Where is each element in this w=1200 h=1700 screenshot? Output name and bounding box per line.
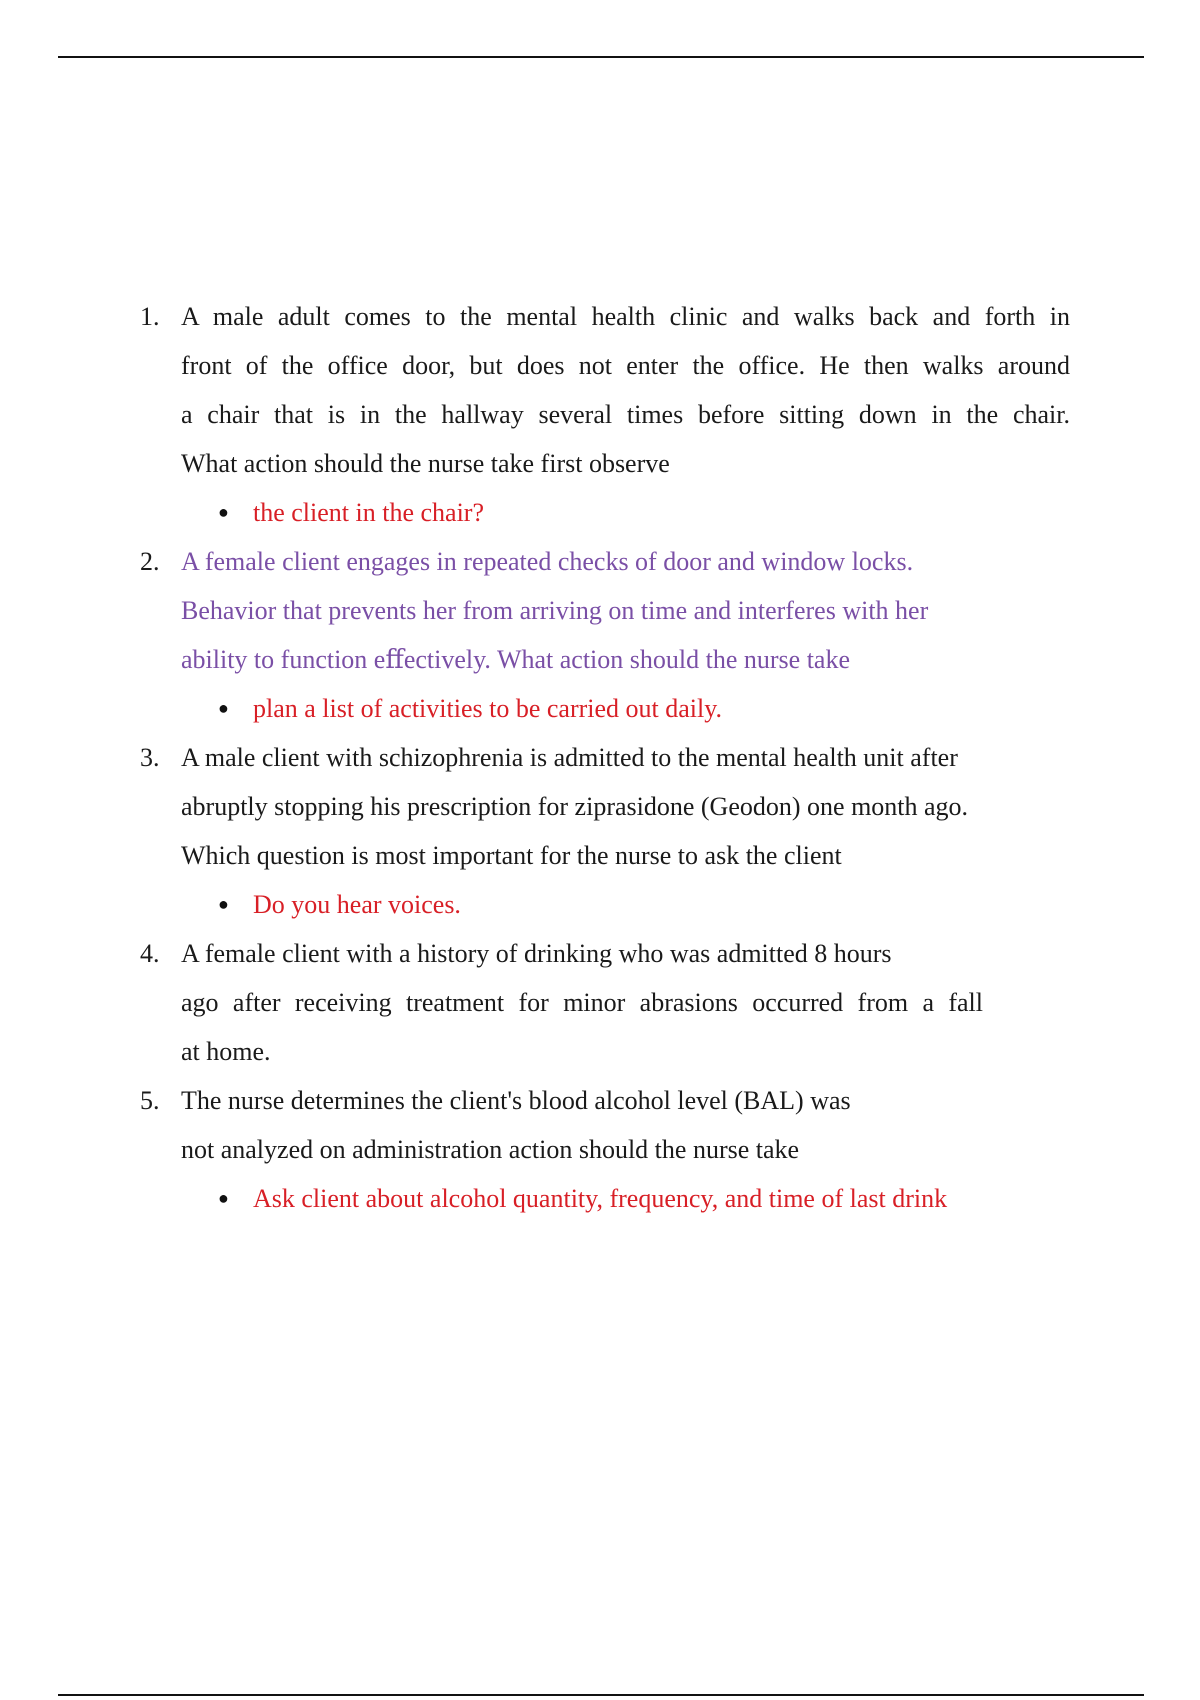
question-text-line: Behavior that prevents her from arriving on time and interferes with her [181,596,929,625]
bullet-icon: ● [218,698,229,718]
question-text-line: not analyzed on administration action should the nurse take [181,1135,800,1164]
question-list [140,292,1070,1223]
header-rule [58,56,1144,58]
question-text-line: A male client with schizophrenia is admitted to the mental health unit after [181,743,958,772]
question-text-line: What action should the nurse take first observe [181,449,670,478]
question-1 [140,292,1070,488]
question-text-line: A male adult comes to the mental health clinic and walks back and forth in [181,302,1070,331]
answer-1 [140,488,1070,537]
question-text-line: A female client engages in repeated checks of door and window locks. [181,547,914,576]
question-text-line: at home. [181,1037,271,1066]
question-text-line: The nurse determines the client's blood alcohol level (BAL) was [181,1086,851,1115]
question-number: 2. [140,547,160,576]
question-text-line: ability to function eﬀectively. What action should the nurse take [181,645,851,674]
question-text-line: Which question is most important for the nurse to ask the client [181,841,842,870]
bullet-icon: ● [218,502,229,522]
answer-text: the client in the chair? [253,498,485,527]
bullet-icon: ● [218,1188,229,1208]
bullet-icon: ● [218,894,229,914]
question-3 [140,733,1070,880]
question-number: 1. [140,302,160,331]
answer-3 [140,880,1070,929]
question-text-line: A female client with a history of drinking who was admitted 8 hours [181,939,892,968]
question-2 [140,537,1070,684]
question-number: 3. [140,743,160,772]
question-5 [140,1076,1070,1174]
question-text-line: front of the office door, but does not enter the office. He then walks around [181,351,1070,380]
footer-rule [58,1694,1144,1696]
question-text-line: ago after receiving treatment for minor abrasions occurred from a fall [181,988,983,1017]
question-text-line: a chair that is in the hallway several times before sitting down in the chair. [181,400,1070,429]
question-4 [140,929,1070,1076]
answer-text: Ask client about alcohol quantity, frequency, and time of last drink [253,1184,948,1213]
question-number: 4. [140,939,160,968]
question-number: 5. [140,1086,160,1115]
answer-2 [140,684,1070,733]
answer-5 [140,1174,1070,1223]
answer-text: Do you hear voices. [253,890,461,919]
answer-text: plan a list of activities to be carried out daily. [253,694,723,723]
question-text-line: abruptly stopping his prescription for ziprasidone (Geodon) one month ago. [181,792,969,821]
